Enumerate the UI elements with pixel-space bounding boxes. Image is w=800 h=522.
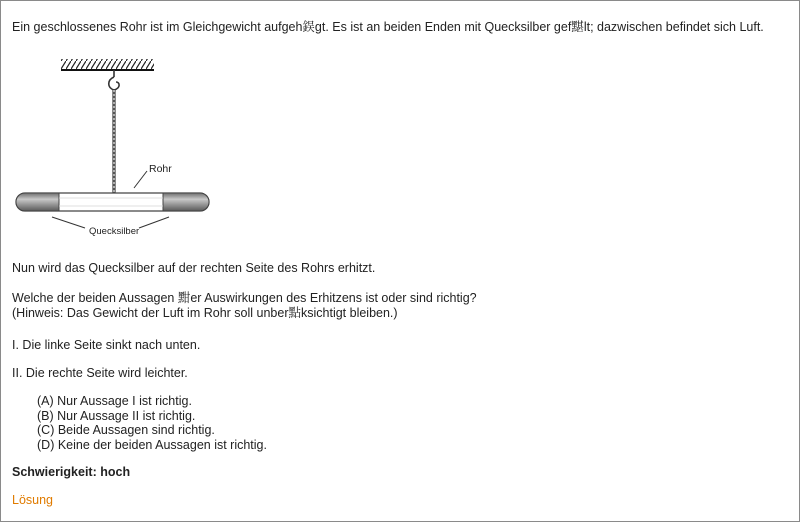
question-text xyxy=(12,291,477,321)
tube-figure xyxy=(11,53,216,243)
answer-options xyxy=(37,394,267,452)
mercury-label: Quecksilber xyxy=(89,226,140,237)
option-b: (B) Nur Aussage II ist richtig. xyxy=(37,408,196,423)
option-c: (C) Beide Aussagen sind richtig. xyxy=(37,423,215,437)
mercury-label-line-left xyxy=(52,217,85,228)
question-line: Welche der beiden Aussagen 黚er Auswirkungen des Erhitzens ist oder sind richtig? xyxy=(12,291,477,305)
statement-2: II. Die rechte Seite wird leichter. xyxy=(12,366,188,380)
ceiling xyxy=(61,59,154,70)
tube-label-line xyxy=(134,171,147,188)
hook xyxy=(109,70,119,90)
intro-text: Ein geschlossenes Rohr ist im Gleichgewicht aufgeh鋘gt. Es ist an beiden Enden mit Quecksilber gef黮lt; dazwischen befindet sich Luft. xyxy=(12,20,764,34)
tube xyxy=(16,193,209,211)
heated-statement: Nun wird das Quecksilber auf der rechten Seite des Rohrs erhitzt. xyxy=(12,261,376,275)
difficulty-label: Schwierigkeit: hoch xyxy=(12,465,131,479)
option-a: (A) Nur Aussage I ist richtig. xyxy=(37,394,192,408)
question-hint: (Hinweis: Das Gewicht der Luft im Rohr soll unber點ksichtigt bleiben.) xyxy=(12,306,398,320)
tube-label: Rohr xyxy=(149,163,172,175)
statement-1: I. Die linke Seite sinkt nach unten. xyxy=(12,338,201,352)
mercury-label-line-right xyxy=(139,217,169,228)
option-d: (D) Keine der beiden Aussagen ist richtig. xyxy=(37,437,267,452)
solution-link[interactable]: Lösung xyxy=(12,493,54,507)
